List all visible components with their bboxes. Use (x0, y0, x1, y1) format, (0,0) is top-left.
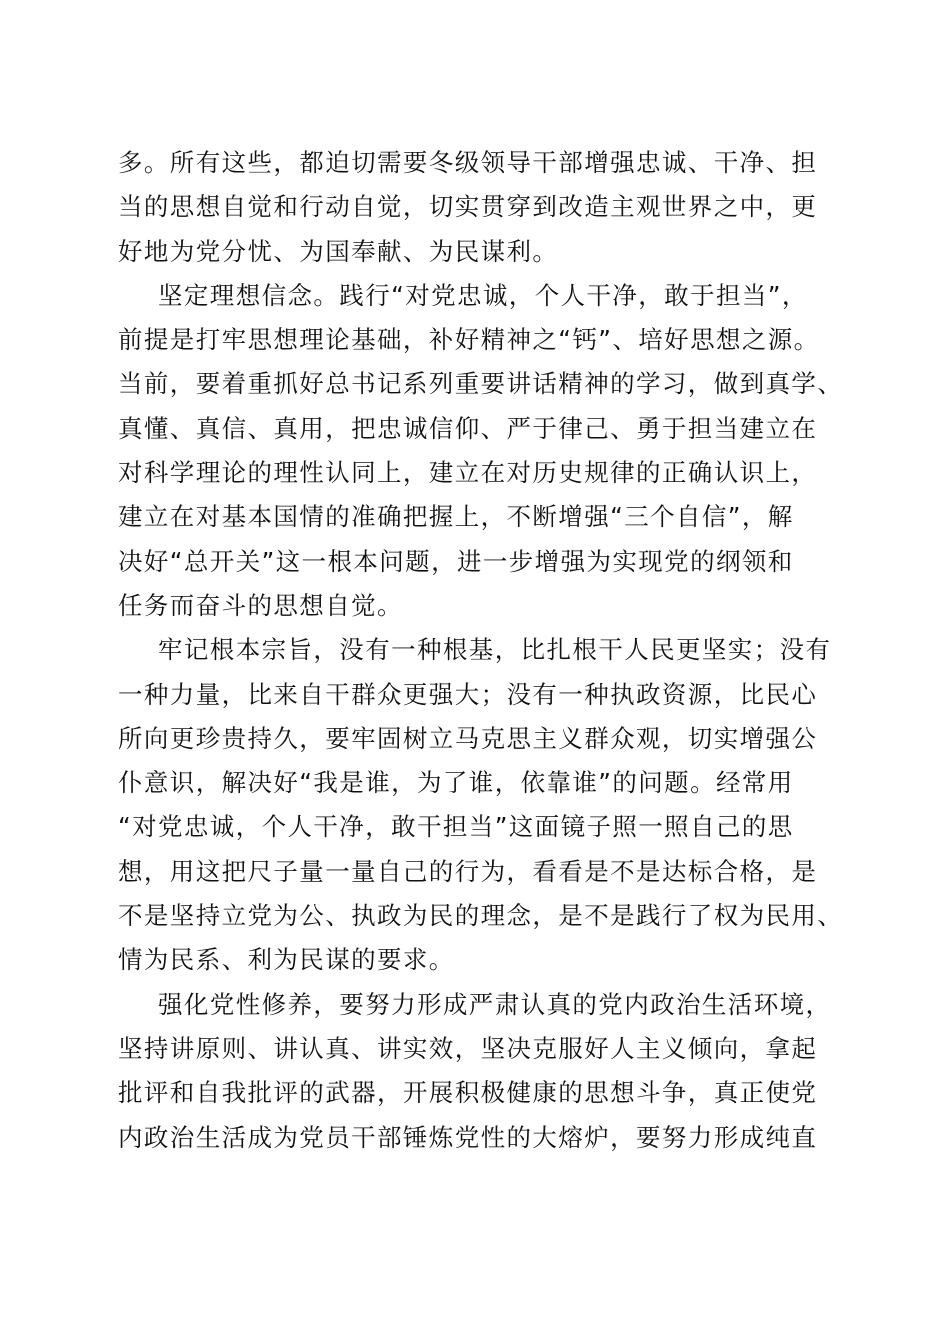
text-line: 对科学理论的理性认同上，建立在对历史规律的正确认识上， (118, 458, 818, 488)
text-line: 建立在对基本国情的准确把握上，不断增强“三个自信”，解 (118, 502, 794, 532)
text-line: 前提是打牢思想理论基础，补好精神之“钙”、培好思想之源。 (118, 325, 820, 355)
text-line: 所向更珍贵持久，要牢固树立马克思主义群众观，切实增强公 (118, 723, 818, 753)
text-line: 当的思想自觉和行动自觉，切实贯穿到改造主观世界之中，更 (118, 192, 818, 222)
text-line: 好地为党分忧、为国奉献、为民谋利。 (118, 236, 559, 266)
text-line: 坚持讲原则、讲认真、讲实效，坚决克服好人主义倾向，拿起 (118, 1033, 818, 1063)
text-line: 当前，要着重抓好总书记系列重要讲话精神的学习，做到真学、 (118, 369, 844, 399)
text-line: 想，用这把尺子量一量自己的行为，看看是不是达标合格，是 (118, 856, 818, 886)
text-line: 多。所有这些，都迫切需要冬级领导干部增强忠诚、干净、担 (118, 148, 818, 177)
text-line: 批评和自我批评的武器，开展积极健康的思想斗争，真正使党 (118, 1078, 818, 1108)
text-line: 情为民系、利为民谋的要求。 (118, 945, 455, 975)
text-line: 一种力量，比来自干群众更强大；没有一种执政资源，比民心 (118, 679, 818, 709)
paragraph-start-line: 坚定理想信念。践行“对党忠诚，个人干净，敢于担当”， (158, 280, 808, 310)
text-line: 不是坚持立党为公、执政为民的理念，是不是践行了权为民用、 (118, 901, 844, 931)
text-line: 任务而奋斗的思想自觉。 (118, 590, 403, 620)
text-line: 决好“总开关”这一根本问题，进一步增强为实现党的纲领和 (118, 546, 794, 576)
text-line: “对党忠诚，个人干净，敢干担当”这面镜子照一照自己的思 (118, 812, 794, 842)
text-line: 真懂、真信、真用，把忠诚信仰、严于律己、勇于担当建立在 (118, 413, 818, 443)
paragraph-start-line: 牢记根本宗旨，没有一种根基，比扎根干人民更坚实；没有 (158, 635, 832, 665)
paragraph-start-line: 强化党性修养，要努力形成严肃认真的党内政治生活环境， (158, 989, 832, 1019)
text-line: 仆意识，解决好“我是谁，为了谁，依靠谁”的问题。经常用 (118, 768, 794, 798)
document-page (118, 141, 858, 1160)
text-line: 内政治生活成为党员干部锤炼党性的大熔炉，要努力形成纯直 (118, 1122, 818, 1152)
